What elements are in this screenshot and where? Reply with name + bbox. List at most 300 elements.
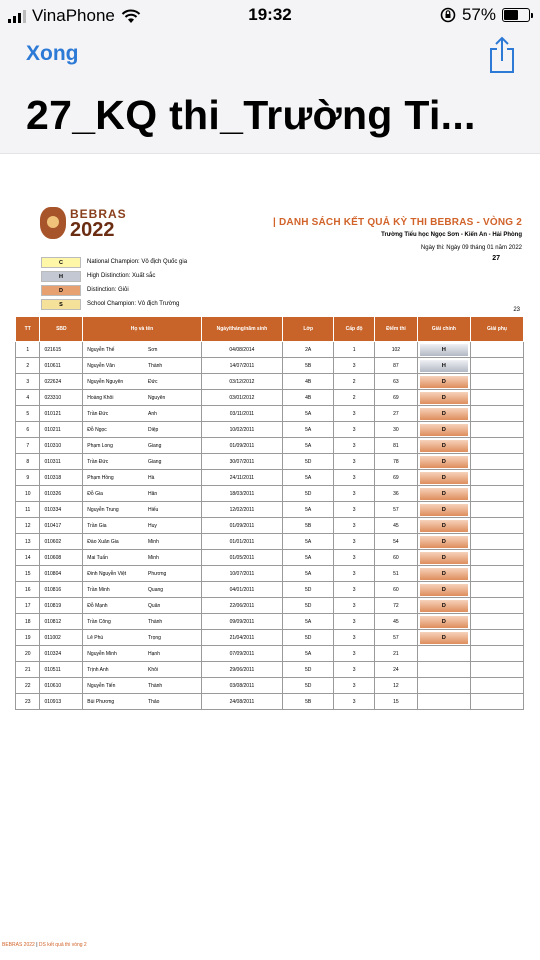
cell-first-name: Nguyên: [146, 390, 201, 406]
cell-dob: 01/05/2011: [201, 550, 283, 566]
table-header-row: [16, 317, 524, 342]
cell-first-name: Minh: [146, 534, 201, 550]
cell-last-name: Đỗ Gia: [83, 486, 146, 502]
cell-level: 3: [334, 646, 375, 662]
cell-first-name: Anh: [146, 406, 201, 422]
cell-last-name: Trần Minh: [83, 582, 146, 598]
cell-score: 51: [375, 566, 418, 582]
cell-class: 4B: [283, 374, 334, 390]
cell-dob: 14/07/2011: [201, 358, 283, 374]
legend-item: [41, 283, 187, 297]
cell-extra-prize: [470, 342, 523, 358]
cell-level: 3: [334, 694, 375, 710]
cell-class: 5D: [283, 582, 334, 598]
cell-dob: 03/01/2012: [201, 390, 283, 406]
cell-first-name: Thành: [146, 358, 201, 374]
cell-last-name: Nguyễn Trung: [83, 502, 146, 518]
table-row: [16, 518, 524, 534]
cell-main-prize: [417, 422, 470, 438]
cell-main-prize: [417, 454, 470, 470]
cell-dob: 01/01/2011: [201, 534, 283, 550]
cell-dob: 30/07/2011: [201, 454, 283, 470]
cell-tt: 11: [16, 502, 40, 518]
cell-extra-prize: [470, 630, 523, 646]
legend-swatch: D: [41, 285, 81, 296]
legend-item: [41, 269, 187, 283]
cell-first-name: Quang: [146, 582, 201, 598]
cell-score: 45: [375, 518, 418, 534]
cell-level: 3: [334, 630, 375, 646]
cell-main-prize: [417, 678, 470, 694]
cell-sbd: 010602: [40, 534, 83, 550]
cell-last-name: Mai Tuấn: [83, 550, 146, 566]
cell-level: 2: [334, 374, 375, 390]
cell-main-prize: [417, 694, 470, 710]
prize-badge: D: [420, 568, 468, 580]
cell-tt: 23: [16, 694, 40, 710]
column-header: Giải phụ: [470, 317, 523, 342]
cell-last-name: Phạm Long: [83, 438, 146, 454]
column-header: TT: [16, 317, 40, 342]
table-row: [16, 422, 524, 438]
cell-last-name: Nguyễn Tiến: [83, 678, 146, 694]
cell-class: 5A: [283, 566, 334, 582]
cell-last-name: Nguyễn Thế: [83, 342, 146, 358]
cell-tt: 19: [16, 630, 40, 646]
cell-extra-prize: [470, 598, 523, 614]
cell-score: 54: [375, 534, 418, 550]
prize-badge: D: [420, 552, 468, 564]
table-row: [16, 406, 524, 422]
cell-score: 36: [375, 486, 418, 502]
cell-first-name: Phương: [146, 566, 201, 582]
prize-badge: D: [420, 616, 468, 628]
cell-first-name: Thảo: [146, 694, 201, 710]
cell-class: 5D: [283, 662, 334, 678]
cell-dob: 12/02/2011: [201, 502, 283, 518]
cell-score: 69: [375, 470, 418, 486]
logo-text-bottom: 2022: [70, 219, 115, 241]
cell-extra-prize: [470, 422, 523, 438]
cell-level: 3: [334, 358, 375, 374]
cell-dob: 07/09/2011: [201, 646, 283, 662]
cell-last-name: Lê Phú: [83, 630, 146, 646]
cell-tt: 16: [16, 582, 40, 598]
orientation-lock-icon: [440, 7, 456, 23]
cell-level: 3: [334, 502, 375, 518]
cell-tt: 7: [16, 438, 40, 454]
table-row: [16, 614, 524, 630]
table-row: [16, 694, 524, 710]
cell-score: 57: [375, 630, 418, 646]
cell-sbd: 010812: [40, 614, 83, 630]
prize-badge: D: [420, 376, 468, 388]
prize-badge: D: [420, 504, 468, 516]
cell-level: 3: [334, 566, 375, 582]
cell-score: 60: [375, 582, 418, 598]
table-row: [16, 630, 524, 646]
done-button[interactable]: Xong: [26, 42, 79, 65]
cell-score: 21: [375, 646, 418, 662]
cell-last-name: Trần Gia: [83, 518, 146, 534]
cell-level: 3: [334, 598, 375, 614]
column-header: Họ và tên: [83, 317, 201, 342]
table-row: [16, 374, 524, 390]
cell-level: 3: [334, 486, 375, 502]
cell-class: 5D: [283, 630, 334, 646]
cell-main-prize: [417, 406, 470, 422]
cell-main-prize: [417, 566, 470, 582]
cell-tt: 10: [16, 486, 40, 502]
column-header: Điểm thi: [375, 317, 418, 342]
table-row: [16, 582, 524, 598]
legend-label: Distinction: Giỏi: [87, 287, 129, 293]
cell-main-prize: [417, 486, 470, 502]
beaver-icon: [40, 207, 66, 239]
cell-dob: 09/09/2011: [201, 614, 283, 630]
cell-score: 102: [375, 342, 418, 358]
cell-sbd: 010121: [40, 406, 83, 422]
cell-sbd: 010816: [40, 582, 83, 598]
cell-tt: 3: [16, 374, 40, 390]
cell-first-name: Sơn: [146, 342, 201, 358]
prize-badge: D: [420, 392, 468, 404]
cell-main-prize: [417, 438, 470, 454]
cell-class: 5A: [283, 422, 334, 438]
cell-class: 5D: [283, 678, 334, 694]
cell-tt: 14: [16, 550, 40, 566]
cell-dob: 29/06/2011: [201, 662, 283, 678]
cell-main-prize: [417, 358, 470, 374]
viewer-header: [0, 30, 540, 154]
cell-extra-prize: [470, 694, 523, 710]
cell-class: 5B: [283, 694, 334, 710]
cell-last-name: Trần Công: [83, 614, 146, 630]
cell-first-name: Khôi: [146, 662, 201, 678]
cell-level: 2: [334, 390, 375, 406]
legend-label: School Champion: Vô địch Trường: [87, 301, 180, 307]
cell-extra-prize: [470, 550, 523, 566]
cell-first-name: Thành: [146, 678, 201, 694]
table-row: [16, 470, 524, 486]
cell-score: 15: [375, 694, 418, 710]
column-header: Cấp độ: [334, 317, 375, 342]
cell-level: 3: [334, 422, 375, 438]
cell-tt: 15: [16, 566, 40, 582]
cell-level: 3: [334, 438, 375, 454]
cell-score: 60: [375, 550, 418, 566]
table-row: [16, 390, 524, 406]
cell-tt: 20: [16, 646, 40, 662]
cell-score: 27: [375, 406, 418, 422]
battery-fill: [504, 10, 518, 20]
cell-tt: 4: [16, 390, 40, 406]
cell-level: 3: [334, 534, 375, 550]
table-row: [16, 598, 524, 614]
cell-class: 5A: [283, 438, 334, 454]
cell-score: 69: [375, 390, 418, 406]
cell-class: 5A: [283, 470, 334, 486]
cell-main-prize: [417, 374, 470, 390]
cell-tt: 1: [16, 342, 40, 358]
cell-tt: 8: [16, 454, 40, 470]
cell-class: 5D: [283, 454, 334, 470]
cell-tt: 18: [16, 614, 40, 630]
column-header: Ngày/tháng/năm sinh: [201, 317, 283, 342]
cell-sbd: 023310: [40, 390, 83, 406]
cell-dob: 21/04/2011: [201, 630, 283, 646]
cell-class: 2A: [283, 342, 334, 358]
cell-last-name: Đào Xuân Gia: [83, 534, 146, 550]
cell-sbd: 010610: [40, 678, 83, 694]
cell-last-name: Hoàng Khôi: [83, 390, 146, 406]
table-row: [16, 646, 524, 662]
cell-first-name: Thành: [146, 614, 201, 630]
battery-icon: [502, 8, 530, 22]
cell-score: 24: [375, 662, 418, 678]
cell-main-prize: [417, 614, 470, 630]
exam-date: Ngày thi: Ngày 09 tháng 01 năm 2022: [420, 245, 522, 251]
cell-last-name: Nguyễn Nguyên: [83, 374, 146, 390]
cell-sbd: 010611: [40, 358, 83, 374]
cell-sbd: 021615: [40, 342, 83, 358]
cell-sbd: 011002: [40, 630, 83, 646]
cell-dob: 24/11/2011: [201, 470, 283, 486]
table-row: [16, 678, 524, 694]
table-row: [16, 550, 524, 566]
cell-main-prize: [417, 390, 470, 406]
cell-main-prize: [417, 518, 470, 534]
cell-main-prize: [417, 470, 470, 486]
cell-sbd: 010913: [40, 694, 83, 710]
footer-brand: BEBRAS 2022: [2, 942, 35, 948]
cell-first-name: Hân: [146, 486, 201, 502]
school-name: Trường Tiểu học Ngọc Sơn - Kiến An - Hải Phòng: [381, 232, 522, 238]
cell-score: 30: [375, 422, 418, 438]
cell-tt: 6: [16, 422, 40, 438]
cell-dob: 03/08/2011: [201, 678, 283, 694]
cell-extra-prize: [470, 390, 523, 406]
prize-badge: D: [420, 632, 468, 644]
cell-score: 12: [375, 678, 418, 694]
cell-sbd: 010326: [40, 486, 83, 502]
cell-class: 5A: [283, 550, 334, 566]
cell-level: 1: [334, 342, 375, 358]
cell-tt: 13: [16, 534, 40, 550]
cell-score: 87: [375, 358, 418, 374]
prize-badge: D: [420, 488, 468, 500]
cell-tt: 21: [16, 662, 40, 678]
cell-score: 81: [375, 438, 418, 454]
cell-score: 63: [375, 374, 418, 390]
cell-last-name: Trịnh Anh: [83, 662, 146, 678]
cell-main-prize: [417, 502, 470, 518]
cell-score: 72: [375, 598, 418, 614]
carrier-name: VinaPhone: [32, 6, 115, 25]
cell-level: 3: [334, 406, 375, 422]
cell-last-name: Trần Đức: [83, 454, 146, 470]
legend-label: National Champion: Vô địch Quốc gia: [87, 259, 188, 265]
cell-level: 3: [334, 678, 375, 694]
cell-tt: 12: [16, 518, 40, 534]
cell-extra-prize: [470, 454, 523, 470]
prize-badge: D: [420, 472, 468, 484]
cell-class: 5B: [283, 518, 334, 534]
cell-tt: 9: [16, 470, 40, 486]
column-header: Giải chính: [417, 317, 470, 342]
cell-level: 3: [334, 550, 375, 566]
prize-badge: D: [420, 520, 468, 532]
legend-swatch: C: [41, 257, 81, 268]
cell-dob: 03/12/2012: [201, 374, 283, 390]
cell-class: 5A: [283, 534, 334, 550]
cell-first-name: Giang: [146, 438, 201, 454]
cell-dob: 01/09/2011: [201, 518, 283, 534]
table-row: [16, 486, 524, 502]
cell-dob: 04/08/2014: [201, 342, 283, 358]
cell-sbd: 022624: [40, 374, 83, 390]
cell-first-name: Hiếu: [146, 502, 201, 518]
cell-dob: 10/02/2011: [201, 422, 283, 438]
cell-dob: 18/03/2011: [201, 486, 283, 502]
table-row: [16, 566, 524, 582]
legend-item: [41, 297, 187, 311]
battery-percent: 57%: [461, 5, 496, 24]
cell-extra-prize: [470, 486, 523, 502]
cell-main-prize: [417, 534, 470, 550]
table-row: [16, 454, 524, 470]
cell-level: 3: [334, 582, 375, 598]
cell-class: 5A: [283, 614, 334, 630]
cell-last-name: Bùi Phương: [83, 694, 146, 710]
cell-tt: 22: [16, 678, 40, 694]
cell-first-name: Hạnh: [146, 646, 201, 662]
cell-sbd: 010511: [40, 662, 83, 678]
cell-main-prize: [417, 598, 470, 614]
report-title: | DANH SÁCH KẾT QUẢ KỲ THI BEBRAS - VÒNG 2: [273, 217, 522, 228]
cell-extra-prize: [470, 518, 523, 534]
cell-extra-prize: [470, 566, 523, 582]
cell-dob: 24/08/2011: [201, 694, 283, 710]
prize-badge: H: [420, 360, 468, 372]
results-table: [15, 316, 524, 710]
cell-level: 3: [334, 614, 375, 630]
cell-sbd: 010311: [40, 454, 83, 470]
cell-sbd: 010211: [40, 422, 83, 438]
cell-sbd: 010819: [40, 598, 83, 614]
cell-extra-prize: [470, 662, 523, 678]
cell-level: 3: [334, 470, 375, 486]
cell-main-prize: [417, 646, 470, 662]
prize-badge: D: [420, 536, 468, 548]
report-number: 27: [492, 255, 500, 262]
cell-class: 5A: [283, 502, 334, 518]
logo-text-top: BEBRAS: [70, 207, 127, 221]
cell-score: 78: [375, 454, 418, 470]
legend-item: [41, 255, 187, 269]
prize-badge: D: [420, 424, 468, 436]
award-legend: [41, 255, 187, 311]
cell-main-prize: [417, 662, 470, 678]
cell-first-name: Huy: [146, 518, 201, 534]
cell-first-name: Hà: [146, 470, 201, 486]
cell-sbd: 010318: [40, 470, 83, 486]
prize-badge: D: [420, 456, 468, 468]
cell-extra-prize: [470, 470, 523, 486]
cell-extra-prize: [470, 646, 523, 662]
prize-badge: D: [420, 600, 468, 612]
cell-extra-prize: [470, 582, 523, 598]
student-count: 23: [513, 307, 520, 313]
document-page[interactable]: [0, 155, 540, 960]
cell-main-prize: [417, 630, 470, 646]
cell-last-name: Nguyễn Văn: [83, 358, 146, 374]
cell-last-name: Phạm Hồng: [83, 470, 146, 486]
legend-swatch: H: [41, 271, 81, 282]
cell-class: 4B: [283, 390, 334, 406]
cell-tt: 2: [16, 358, 40, 374]
cell-last-name: Trần Đức: [83, 406, 146, 422]
prize-badge: H: [420, 344, 468, 356]
cell-last-name: Nguyễn Minh: [83, 646, 146, 662]
cell-class: 5D: [283, 486, 334, 502]
cell-level: 3: [334, 518, 375, 534]
table-row: [16, 662, 524, 678]
cell-tt: 5: [16, 406, 40, 422]
cell-class: 5A: [283, 406, 334, 422]
cell-first-name: Giang: [146, 454, 201, 470]
cell-score: 57: [375, 502, 418, 518]
cell-sbd: 010310: [40, 438, 83, 454]
cell-last-name: Đỗ Ngọc: [83, 422, 146, 438]
cell-dob: 22/06/2011: [201, 598, 283, 614]
cell-extra-prize: [470, 678, 523, 694]
cell-dob: 01/09/2011: [201, 438, 283, 454]
document-title: 27_KQ thi_Trường Ti...: [26, 92, 476, 138]
cell-dob: 03/11/2011: [201, 406, 283, 422]
table-row: [16, 534, 524, 550]
cell-extra-prize: [470, 614, 523, 630]
cell-first-name: Đức: [146, 374, 201, 390]
cell-class: 5B: [283, 358, 334, 374]
cell-extra-prize: [470, 502, 523, 518]
cell-first-name: Quân: [146, 598, 201, 614]
cell-last-name: Đinh Nguyễn Việt: [83, 566, 146, 582]
table-row: [16, 502, 524, 518]
status-time: 19:32: [248, 5, 292, 24]
cell-class: 5D: [283, 598, 334, 614]
legend-label: High Distinction: Xuất sắc: [87, 273, 156, 279]
share-icon[interactable]: [488, 36, 516, 74]
table-row: [16, 342, 524, 358]
prize-badge: D: [420, 584, 468, 596]
table-row: [16, 438, 524, 454]
legend-swatch: S: [41, 299, 81, 310]
page-footer: [2, 942, 87, 948]
footer-separator: |: [36, 942, 38, 948]
cell-score: 45: [375, 614, 418, 630]
status-right: [440, 5, 530, 25]
status-bar: [0, 0, 540, 30]
cell-sbd: 010804: [40, 566, 83, 582]
cell-main-prize: [417, 342, 470, 358]
cell-main-prize: [417, 550, 470, 566]
cell-sbd: 010417: [40, 518, 83, 534]
prize-badge: D: [420, 440, 468, 452]
cell-dob: 10/07/2011: [201, 566, 283, 582]
cell-last-name: Đỗ Mạnh: [83, 598, 146, 614]
cell-first-name: Diệp: [146, 422, 201, 438]
